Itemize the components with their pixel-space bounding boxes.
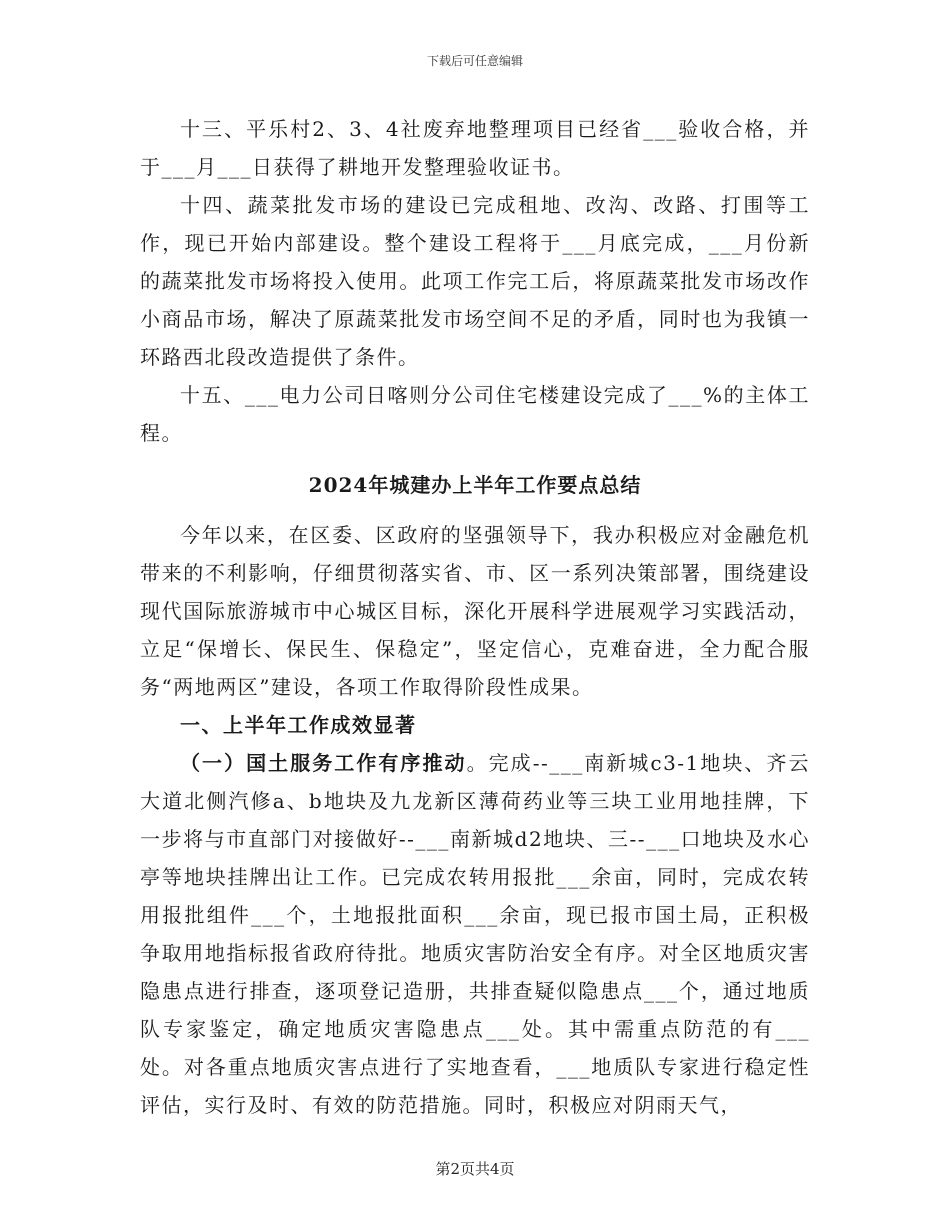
- subsection-1-body: 。完成--___南新城c3-1地块、齐云大道北侧汽修a、b地块及九龙新区薄荷药业等三块工业用地挂牌，下一步将与市直部门对接做好--___南新城d2地块、三--___口地块及水心亭等地块挂牌出让工作。已完成农转用报批___余亩，同时，完成农转用报批组件___个，土地报批面积___余亩，现已报市国土局，正积极争取用地指标报省政府待批。地质灾害防治安全有序。对全区地质灾害隐患点进行排查，逐项登记造册，共排查疑似隐患点___个，通过地质队专家鉴定，确定地质灾害隐患点___处。其中需重点防范的有___处。对各重点地质灾害点进行了实地查看，___地质队专家进行稳定性评估，实行及时、有效的防范措施。同时，积极应对阴雨天气，: [140, 751, 810, 1117]
- section-heading-1: 一、上半年工作成效显著: [180, 713, 417, 737]
- intro-paragraph: 今年以来，在区委、区政府的坚强领导下，我办积极应对金融危机带来的不利影响，仔细贯彻落实省、市、区一系列决策部署，围绕建设现代国际旅游城市中心城区目标，深化开展科学进展观学习实践活动，立足“保增长、保民生、保稳定”，坚定信心，克难奋进，全力配合服务“两地两区”建设，各项工作取得阶段性成果。: [140, 523, 810, 699]
- page-header: 下载后可任意编辑: [426, 54, 523, 68]
- paragraph-13: 十三、平乐村2、3、4社废弃地整理项目已经省___验收合格，并于___月___日获得了耕地开发整理验收证书。: [140, 117, 810, 179]
- paragraph-15: 十五、___电力公司日喀则分公司住宅楼建设完成了___%的主体工程。: [140, 383, 810, 445]
- page-footer: 第2页共4页: [435, 1160, 515, 1178]
- paragraph-14: 十四、蔬菜批发市场的建设已完成租地、改沟、改路、打围等工作，现已开始内部建设。整个建设工程将于___月底完成，___月份新的蔬菜批发市场将投入使用。此项工作完工后，将原蔬菜批发市场改作小商品市场，解决了原蔬菜批发市场空间不足的矛盾，同时也为我镇一环路西北段改造提供了条件。: [140, 193, 810, 369]
- subsection-1-heading: （一）国土服务工作有序推动: [180, 751, 467, 775]
- document-body: [140, 110, 810, 1124]
- document-title: 2024年城建办上半年工作要点总结: [308, 473, 642, 497]
- subsection-1-paragraph: [140, 744, 810, 1124]
